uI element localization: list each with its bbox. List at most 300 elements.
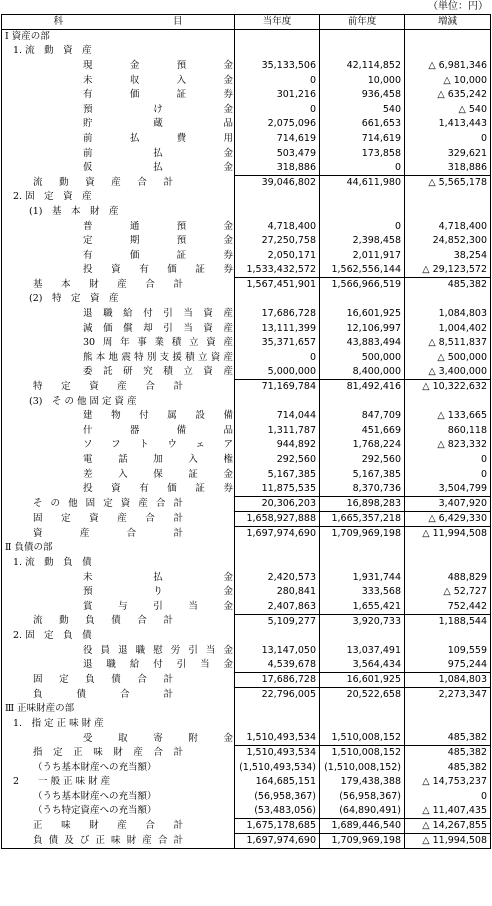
table-row: [2, 409, 491, 424]
change-value: 24,852,300: [405, 234, 491, 249]
current-year-value: 17,686,728: [235, 672, 320, 687]
change-value: 485,382: [405, 760, 491, 775]
table-row: [2, 336, 491, 351]
row-label-cell: [2, 175, 235, 190]
current-year-value: 1,675,178,685: [235, 819, 320, 834]
row-label: 流動資産合計: [33, 176, 173, 188]
prior-year-value: 44,611,980: [320, 175, 405, 190]
row-label: その他固定資産合計: [33, 498, 183, 509]
table-row: [2, 482, 491, 497]
current-year-value: (1,510,493,534): [235, 760, 320, 775]
row-label: 賞与引当金: [83, 600, 233, 612]
prior-year-value: [320, 190, 405, 205]
table-row: [2, 321, 491, 336]
change-value: [405, 629, 491, 644]
row-label-cell: [2, 614, 235, 629]
table-row: [2, 219, 491, 234]
prior-year-value: 1,709,969,198: [320, 527, 405, 542]
prior-year-value: 16,898,283: [320, 497, 405, 512]
current-year-value: 1,311,787: [235, 424, 320, 439]
current-year-value: 2,420,573: [235, 570, 320, 585]
row-label: 基本財産合計: [33, 278, 183, 290]
change-value: 0: [405, 790, 491, 805]
current-year-value: [235, 541, 320, 556]
table-row: [2, 205, 491, 220]
table-row: [2, 497, 491, 512]
change-value: [405, 702, 491, 717]
change-value: 485,382: [405, 746, 491, 761]
change-value: 860,118: [405, 424, 491, 439]
row-label-cell: [2, 790, 235, 805]
prior-year-value: 1,655,421: [320, 599, 405, 614]
row-label: 預り金: [83, 586, 233, 598]
prior-year-value: 936,458: [320, 88, 405, 103]
prior-year-value: 20,522,658: [320, 687, 405, 702]
table-row: [2, 146, 491, 161]
prior-year-value: 451,669: [320, 424, 405, 439]
row-label: 定期預金: [83, 235, 233, 247]
row-label-cell: [2, 205, 235, 220]
prior-year-value: 12,106,997: [320, 321, 405, 336]
prior-year-value: 16,601,925: [320, 672, 405, 687]
table-row: [2, 643, 491, 658]
row-label: 正味財産合計: [33, 820, 183, 832]
row-label: 減価償却引当資産: [83, 322, 233, 334]
change-value: [405, 30, 491, 45]
current-year-value: 39,046,802: [235, 175, 320, 190]
row-label-cell: [2, 234, 235, 249]
change-value: △ 52,727: [405, 585, 491, 600]
row-label: 指定正味財産合計: [33, 747, 183, 759]
current-year-value: 1,567,451,901: [235, 278, 320, 293]
header-subject: [2, 15, 235, 30]
table-row: [2, 351, 491, 366]
row-label-cell: [2, 336, 235, 351]
current-year-value: 1,697,974,690: [235, 834, 320, 849]
prior-year-value: (1,510,008,152): [320, 760, 405, 775]
row-label-cell: [2, 717, 235, 732]
change-value: 485,382: [405, 731, 491, 746]
row-label: （うち特定資産への充当額）: [33, 805, 157, 817]
change-value: [405, 556, 491, 571]
change-value: [405, 717, 491, 732]
row-label-cell: [2, 146, 235, 161]
table-row: [2, 132, 491, 147]
table-row: [2, 687, 491, 702]
change-value: 3,407,920: [405, 497, 491, 512]
row-label-cell: [2, 453, 235, 468]
prior-year-value: 1,510,008,152: [320, 731, 405, 746]
current-year-value: 2,407,863: [235, 599, 320, 614]
current-year-value: [235, 205, 320, 220]
table-row: [2, 614, 491, 629]
change-value: 485,382: [405, 278, 491, 293]
prior-year-value: [320, 629, 405, 644]
current-year-value: 27,250,758: [235, 234, 320, 249]
change-value: 1,188,544: [405, 614, 491, 629]
row-label: 2. 固 定 資 産: [13, 191, 92, 203]
prior-year-value: [320, 702, 405, 717]
row-label-cell: [2, 88, 235, 103]
prior-year-value: 1,931,744: [320, 570, 405, 585]
current-year-value: [235, 702, 320, 717]
current-year-value: 5,109,277: [235, 614, 320, 629]
row-label-cell: [2, 585, 235, 600]
row-label: 熊本地震特別支援積立資産: [83, 351, 233, 363]
table-row: [2, 541, 491, 556]
row-label: 30周年事業積立資産: [83, 337, 233, 349]
table-row: [2, 731, 491, 746]
row-label-cell: [2, 687, 235, 702]
row-label-cell: [2, 219, 235, 234]
row-label-cell: [2, 351, 235, 366]
current-year-value: 1,510,493,534: [235, 746, 320, 761]
table-row: [2, 775, 491, 790]
prior-year-value: 1,566,966,519: [320, 278, 405, 293]
table-row: [2, 190, 491, 205]
prior-year-value: 292,560: [320, 453, 405, 468]
row-label: 1. 流 動 負 債: [13, 556, 92, 568]
row-label: （うち基本財産への充当額）: [33, 761, 157, 773]
prior-year-value: 8,400,000: [320, 365, 405, 380]
change-value: △ 3,400,000: [405, 365, 491, 380]
row-label: (2) 特 定 資 産: [29, 293, 119, 305]
table-row: [2, 527, 491, 542]
row-label: 投資有価証券: [83, 483, 233, 495]
change-value: △ 11,407,435: [405, 804, 491, 819]
current-year-value: 1,510,493,534: [235, 731, 320, 746]
current-year-value: 292,560: [235, 453, 320, 468]
current-year-value: [235, 292, 320, 307]
table-row: [2, 658, 491, 673]
change-value: 0: [405, 132, 491, 147]
table-row: [2, 102, 491, 117]
row-label-cell: [2, 512, 235, 527]
prior-year-value: 1,768,224: [320, 438, 405, 453]
change-value: 0: [405, 453, 491, 468]
prior-year-value: 1,562,556,144: [320, 263, 405, 278]
row-label: Ⅰ 資産の部: [5, 31, 50, 43]
row-label-cell: [2, 775, 235, 790]
prior-year-value: [320, 556, 405, 571]
change-value: △ 823,332: [405, 438, 491, 453]
current-year-value: 714,619: [235, 132, 320, 147]
change-value: △ 635,242: [405, 88, 491, 103]
prior-year-value: 714,619: [320, 132, 405, 147]
current-year-value: 301,216: [235, 88, 320, 103]
row-label-cell: [2, 44, 235, 59]
prior-year-value: 2,398,458: [320, 234, 405, 249]
current-year-value: [235, 629, 320, 644]
row-label: 建物付属設備: [83, 410, 233, 422]
current-year-value: [235, 190, 320, 205]
table-row: [2, 424, 491, 439]
current-year-value: (56,958,367): [235, 790, 320, 805]
prior-year-value: [320, 394, 405, 409]
current-year-value: 5,000,000: [235, 365, 320, 380]
prior-year-value: 179,438,388: [320, 775, 405, 790]
row-label: ソフトウェア: [83, 439, 233, 451]
current-year-value: 944,892: [235, 438, 320, 453]
row-label-cell: [2, 248, 235, 263]
header-subject-b: 目: [173, 16, 183, 27]
change-value: 318,886: [405, 161, 491, 176]
table-row: [2, 834, 491, 849]
row-label: 負債及び正味財産合計: [33, 835, 183, 847]
prior-year-value: 1,689,446,540: [320, 819, 405, 834]
change-value: 329,621: [405, 146, 491, 161]
table-body: [2, 30, 491, 849]
prior-year-value: [320, 292, 405, 307]
change-value: [405, 292, 491, 307]
change-value: △ 6,981,346: [405, 59, 491, 74]
prior-year-value: [320, 44, 405, 59]
table-row: [2, 234, 491, 249]
change-value: △ 14,753,237: [405, 775, 491, 790]
row-label-cell: [2, 102, 235, 117]
row-label: 役員退職慰労引当金: [83, 644, 233, 656]
row-label: 差入保証金: [83, 468, 233, 480]
change-value: [405, 205, 491, 220]
table-row: [2, 365, 491, 380]
row-label-cell: [2, 731, 235, 746]
row-label: （うち基本財産への充当額）: [33, 790, 157, 802]
current-year-value: [235, 556, 320, 571]
prior-year-value: [320, 30, 405, 45]
row-label-cell: [2, 819, 235, 834]
prior-year-value: 43,883,494: [320, 336, 405, 351]
row-label: 有価証券: [83, 249, 233, 261]
change-value: △ 14,267,855: [405, 819, 491, 834]
current-year-value: 280,841: [235, 585, 320, 600]
prior-year-value: 540: [320, 102, 405, 117]
change-value: 975,244: [405, 658, 491, 673]
table-row: [2, 248, 491, 263]
row-label: 投資有価証券: [83, 264, 233, 276]
header-prior-year: 前年度: [320, 15, 405, 30]
prior-year-value: 13,037,491: [320, 643, 405, 658]
row-label: Ⅱ 負債の部: [5, 542, 53, 554]
change-value: 2,273,347: [405, 687, 491, 702]
table-row: [2, 599, 491, 614]
change-value: 1,413,443: [405, 117, 491, 132]
prior-year-value: 81,492,416: [320, 380, 405, 395]
table-row: [2, 556, 491, 571]
row-label: 2 一 般 正 味 財 産: [13, 776, 111, 788]
row-label-cell: [2, 629, 235, 644]
row-label-cell: [2, 556, 235, 571]
table-row: [2, 44, 491, 59]
change-value: 4,718,400: [405, 219, 491, 234]
prior-year-value: (64,890,491): [320, 804, 405, 819]
change-value: 0: [405, 467, 491, 482]
row-label-cell: [2, 438, 235, 453]
row-label-cell: [2, 702, 235, 717]
row-label: 1. 流 動 資 産: [13, 45, 92, 57]
change-value: 1,084,803: [405, 672, 491, 687]
row-label: 普通預金: [83, 220, 233, 232]
change-value: △ 10,322,632: [405, 380, 491, 395]
prior-year-value: 2,011,917: [320, 248, 405, 263]
row-label: 電話加入権: [83, 454, 233, 466]
change-value: [405, 541, 491, 556]
row-label-cell: [2, 658, 235, 673]
row-label: (1) 基 本 財 産: [29, 205, 119, 217]
change-value: △ 10,000: [405, 73, 491, 88]
change-value: [405, 44, 491, 59]
change-value: 1,084,803: [405, 307, 491, 322]
row-label: 1. 指 定 正 味 財 産: [13, 717, 104, 729]
row-label-cell: [2, 365, 235, 380]
row-label-cell: [2, 467, 235, 482]
current-year-value: 17,686,728: [235, 307, 320, 322]
table-row: [2, 307, 491, 322]
row-label-cell: [2, 321, 235, 336]
current-year-value: [235, 394, 320, 409]
current-year-value: 71,169,784: [235, 380, 320, 395]
change-value: △ 133,665: [405, 409, 491, 424]
current-year-value: 2,050,171: [235, 248, 320, 263]
table-row: [2, 702, 491, 717]
change-value: 109,559: [405, 643, 491, 658]
current-year-value: 13,111,399: [235, 321, 320, 336]
header-current-year: 当年度: [235, 15, 320, 30]
row-label-cell: [2, 132, 235, 147]
row-label-cell: [2, 307, 235, 322]
row-label-cell: [2, 190, 235, 205]
row-label-cell: [2, 482, 235, 497]
prior-year-value: (56,958,367): [320, 790, 405, 805]
current-year-value: [235, 44, 320, 59]
current-year-value: 5,167,385: [235, 467, 320, 482]
header-subject-a: 科: [53, 16, 63, 27]
table-row: [2, 263, 491, 278]
prior-year-value: 333,568: [320, 585, 405, 600]
row-label: 資産合計: [33, 527, 183, 539]
change-value: 752,442: [405, 599, 491, 614]
row-label-cell: [2, 409, 235, 424]
prior-year-value: 8,370,736: [320, 482, 405, 497]
table-row: [2, 59, 491, 74]
row-label-cell: [2, 599, 235, 614]
row-label: 退職給付引当金: [83, 659, 233, 671]
current-year-value: 1,697,974,690: [235, 527, 320, 542]
prior-year-value: 1,665,357,218: [320, 512, 405, 527]
table-row: [2, 394, 491, 409]
row-label: 現金預金: [83, 59, 233, 71]
current-year-value: 318,886: [235, 161, 320, 176]
prior-year-value: 3,564,434: [320, 658, 405, 673]
row-label-cell: [2, 746, 235, 761]
table-row: [2, 73, 491, 88]
row-label-cell: [2, 263, 235, 278]
header-change: 増減: [405, 15, 491, 30]
row-label-cell: [2, 278, 235, 293]
current-year-value: 13,147,050: [235, 643, 320, 658]
current-year-value: (53,483,056): [235, 804, 320, 819]
current-year-value: 0: [235, 73, 320, 88]
current-year-value: 714,044: [235, 409, 320, 424]
prior-year-value: 661,653: [320, 117, 405, 132]
table-row: [2, 760, 491, 775]
row-label-cell: [2, 541, 235, 556]
row-label: 委託研究積立資産: [83, 366, 233, 378]
change-value: △ 5,565,178: [405, 175, 491, 190]
prior-year-value: 1,510,008,152: [320, 746, 405, 761]
change-value: [405, 394, 491, 409]
row-label: (3) そ の 他 固 定 資 産: [29, 395, 137, 407]
row-label: 未収入金: [83, 74, 233, 86]
header-row: [2, 15, 491, 30]
row-label: 什器備品: [83, 424, 233, 436]
prior-year-value: 3,920,733: [320, 614, 405, 629]
row-label: 未払金: [83, 571, 233, 583]
prior-year-value: 173,858: [320, 146, 405, 161]
prior-year-value: 0: [320, 219, 405, 234]
table-row: [2, 790, 491, 805]
current-year-value: 11,875,535: [235, 482, 320, 497]
row-label-cell: [2, 424, 235, 439]
prior-year-value: 10,000: [320, 73, 405, 88]
current-year-value: [235, 717, 320, 732]
change-value: △ 500,000: [405, 351, 491, 366]
row-label-cell: [2, 161, 235, 176]
change-value: △ 8,511,837: [405, 336, 491, 351]
prior-year-value: 500,000: [320, 351, 405, 366]
table-row: [2, 88, 491, 103]
row-label: 固定資産合計: [33, 513, 183, 524]
table-row: [2, 512, 491, 527]
table-row: [2, 175, 491, 190]
current-year-value: 0: [235, 102, 320, 117]
row-label-cell: [2, 73, 235, 88]
change-value: △ 6,429,330: [405, 512, 491, 527]
row-label: 固定負債合計: [33, 673, 173, 685]
current-year-value: 0: [235, 351, 320, 366]
table-row: [2, 292, 491, 307]
row-label-cell: [2, 643, 235, 658]
current-year-value: 1,658,927,888: [235, 512, 320, 527]
table-row: [2, 161, 491, 176]
table-row: [2, 453, 491, 468]
current-year-value: 22,796,005: [235, 687, 320, 702]
prior-year-value: 1,709,969,198: [320, 834, 405, 849]
table-row: [2, 278, 491, 293]
change-value: [405, 190, 491, 205]
row-label: 貯蔵品: [83, 118, 233, 130]
current-year-value: 503,479: [235, 146, 320, 161]
unit-note: （単位：円）: [428, 1, 488, 12]
table-row: [2, 467, 491, 482]
prior-year-value: [320, 717, 405, 732]
prior-year-value: 847,709: [320, 409, 405, 424]
row-label-cell: [2, 672, 235, 687]
row-label: 退職給付引当資産: [83, 308, 233, 320]
row-label-cell: [2, 834, 235, 849]
change-value: 38,254: [405, 248, 491, 263]
change-value: △ 29,123,572: [405, 263, 491, 278]
row-label: 前払金: [83, 147, 233, 159]
change-value: 488,829: [405, 570, 491, 585]
change-value: 1,004,402: [405, 321, 491, 336]
change-value: 3,504,799: [405, 482, 491, 497]
row-label: 仮払金: [83, 162, 233, 174]
row-label: 預け金: [83, 103, 233, 115]
table-row: [2, 380, 491, 395]
row-label: 受取寄附金: [83, 732, 233, 744]
row-label-cell: [2, 497, 235, 512]
row-label-cell: [2, 760, 235, 775]
